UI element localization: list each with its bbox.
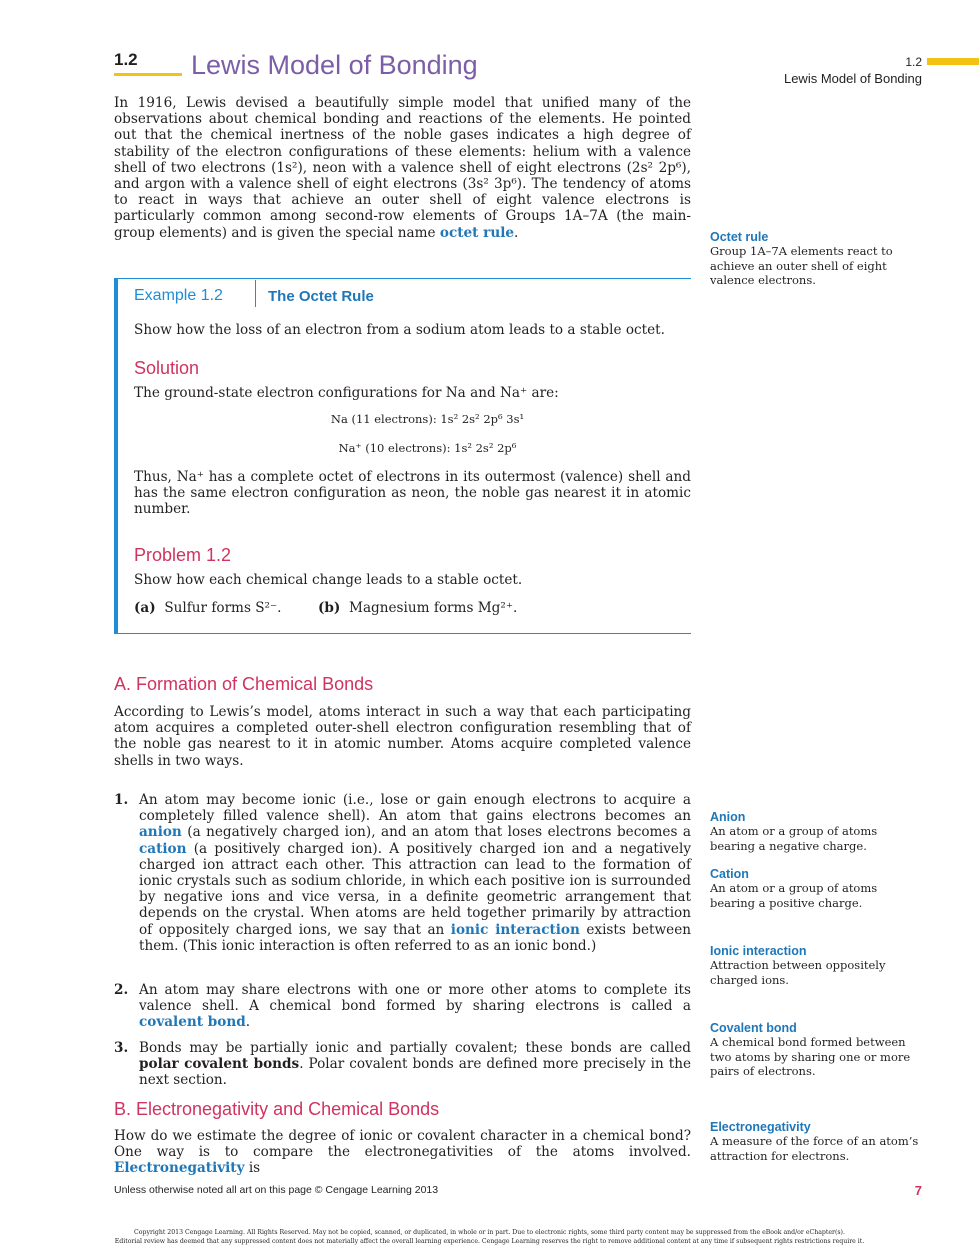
- glossary-term: Cation: [710, 867, 749, 881]
- term-cation: cation: [139, 840, 187, 857]
- term-ionic-interaction: ionic interaction: [450, 921, 580, 938]
- glossary-definition: A chemical bond formed between two atoms by sharing one or more pairs of electrons.: [710, 1035, 911, 1078]
- item1-text: exists between them. (This ionic interaction is often referred to as an ionic bond.): [139, 921, 692, 954]
- glossary-term: Covalent bond: [710, 1021, 797, 1035]
- term-octet-rule: octet rule: [439, 224, 515, 241]
- copyright-line: Copyright 2013 Cengage Learning. All Rights Reserved. May not be copied, scanned, or duplicated, in whole or in part. Due to electronic rights, some third party content may be suppressed from the eBook and/or eChapter(s).: [134, 1229, 845, 1236]
- problem-part-a: [134, 600, 282, 616]
- glossary-definition: Group 1A–7A elements react to achieve an outer shell of eight valence electrons.: [710, 244, 893, 287]
- glossary-entry-electronegativity: [710, 1120, 920, 1163]
- glossary-entry-covalent-bond: [710, 1021, 920, 1079]
- equation-na: Na (11 electrons): 1s² 2s² 2p⁶ 3s¹: [330, 412, 525, 426]
- section-number: 1.2: [114, 50, 138, 69]
- glossary-definition: Attraction between oppositely charged ions.: [710, 958, 886, 987]
- running-head-tab: [927, 58, 979, 65]
- item1-text: An atom may become ionic (i.e., lose or gain enough electrons to acquire a completely filled valence shell). An atom that gains electrons becomes an: [139, 792, 691, 825]
- item2-text: .: [245, 1014, 251, 1031]
- list-number: 1.: [114, 792, 129, 808]
- list-number: 3.: [114, 1040, 129, 1056]
- intro-text: In 1916, Lewis devised a beautifully simple model that unified many of the observations about chemical bonding and reactions of the elements. He pointed out that the chemical inertness of the noble gases indicates a high degree of stability of the electron configurations of these elements: helium with a valence shell of two electrons (1s²), neon with a valence shell of eight electrons (2s² 2p⁶), and argon with a valence shell of eight electrons (3s² 3p⁶). The tendency of atoms to react in ways that achieve an outer shell of eight valence electrons is particularly common among second-row elements of Groups 1A–7A (the main-group elements) and is given the special name: [114, 95, 691, 241]
- part-b-text: Magnesium forms Mg²⁺.: [349, 600, 518, 616]
- glossary-term: Anion: [710, 810, 746, 824]
- intro-text-end: .: [514, 224, 519, 241]
- section-b-text-start: How do we estimate the degree of ionic or covalent character in a chemical bond? One way is to compare the electronegativities of the atoms involved.: [114, 1128, 691, 1161]
- item1-text: (a negatively charged ion), and an atom that loses electrons becomes a: [181, 824, 691, 841]
- problem-text: Show how each chemical change leads to a stable octet.: [134, 572, 523, 588]
- section-number-underline: [114, 73, 182, 76]
- glossary-definition: An atom or a group of atoms bearing a positive charge.: [710, 881, 878, 910]
- term-anion: anion: [139, 824, 182, 841]
- glossary-entry-anion: [710, 810, 920, 853]
- glossary-entry-ionic-interaction: [710, 944, 920, 987]
- problem-heading: Problem 1.2: [134, 545, 232, 565]
- section-a-heading: A. Formation of Chemical Bonds: [114, 674, 374, 694]
- running-head-title: Lewis Model of Bonding: [783, 71, 922, 86]
- glossary-entry-cation: [710, 867, 920, 910]
- art-credit: Unless otherwise noted all art on this page © Cengage Learning 2013: [114, 1184, 439, 1196]
- glossary-definition: A measure of the force of an atom’s attraction for electrons.: [710, 1134, 919, 1163]
- section-title: Lewis Model of Bonding: [191, 50, 478, 80]
- running-head-number: 1.2: [905, 55, 922, 69]
- glossary-term: Octet rule: [710, 230, 769, 244]
- page-number: 7: [914, 1183, 922, 1198]
- list-number: 2.: [114, 982, 129, 998]
- part-b-label: (b): [318, 600, 341, 616]
- example-conclusion: Thus, Na⁺ has a complete octet of electrons in its outermost (valence) shell and has the same electron configuration as neon, the noble gas nearest it in atomic number.: [134, 469, 691, 518]
- list-item: [114, 1040, 691, 1089]
- intro-paragraph: [114, 95, 691, 241]
- glossary-entry-octet-rule: [710, 230, 920, 288]
- copyright-notice: [40, 1228, 939, 1246]
- section-a-intro: According to Lewis’s model, atoms interact in such a way that each participating atom acquires a completed outer-shell electron configuration resembling that of the noble gas nearest to it in atomic number. Atoms acquire completed valence shells in two ways.: [114, 704, 691, 769]
- section-b-heading: B. Electronegativity and Chemical Bonds: [114, 1099, 440, 1119]
- glossary-term: Electronegativity: [710, 1120, 811, 1134]
- problem-part-b: [318, 600, 517, 616]
- section-b-text: [114, 1128, 691, 1177]
- item2-text: An atom may share electrons with one or more other atoms to complete its valence shell. A chemical bond formed by sharing electrons is called a: [139, 982, 691, 1015]
- example-label: Example 1.2: [134, 287, 223, 304]
- item3-text: Bonds may be partially ionic and partially covalent; these bonds are called: [139, 1040, 691, 1056]
- glossary-definition: An atom or a group of atoms bearing a negative charge.: [710, 824, 878, 853]
- term-polar-covalent-bonds: polar covalent bonds: [139, 1056, 300, 1073]
- solution-text: The ground-state electron configurations for Na and Na⁺ are:: [134, 385, 559, 401]
- item3-text: . Polar covalent bonds are defined more precisely in the next section.: [139, 1056, 691, 1089]
- part-a-label: (a): [134, 600, 156, 616]
- list-item: [114, 792, 691, 954]
- item1-text: (a positively charged ion). A positively charged ion and a negatively charged ion attract each other. This attraction can lead to the formation of ionic crystals such as sodium chloride, in which each positive ion is surrounded by negative ions and vice versa, in a definite geometric arrangement that depends on the crystal. When atoms are held together primarily by attraction of oppositely charged ions, we say that an: [139, 840, 691, 938]
- example-title: The Octet Rule: [268, 288, 374, 305]
- copyright-line: Editorial review has deemed that any suppressed content does not materially affect the overall learning experience. Cengage Learning reserves the right to remove additional content at any time if subsequent rights restrictions require it.: [114, 1238, 865, 1245]
- example-divider: [255, 280, 256, 307]
- example-question: Show how the loss of an electron from a sodium atom leads to a stable octet.: [134, 322, 665, 338]
- part-a-text: Sulfur forms S²⁻.: [164, 600, 282, 616]
- equation-na-ion: Na⁺ (10 electrons): 1s² 2s² 2p⁶: [338, 441, 517, 455]
- glossary-term: Ionic interaction: [710, 944, 807, 958]
- term-electronegativity: Electronegativity: [114, 1160, 245, 1177]
- term-covalent-bond: covalent bond: [139, 1014, 246, 1031]
- list-item: [114, 982, 691, 1031]
- section-b-text-end: is: [244, 1160, 261, 1177]
- solution-heading: Solution: [134, 358, 200, 378]
